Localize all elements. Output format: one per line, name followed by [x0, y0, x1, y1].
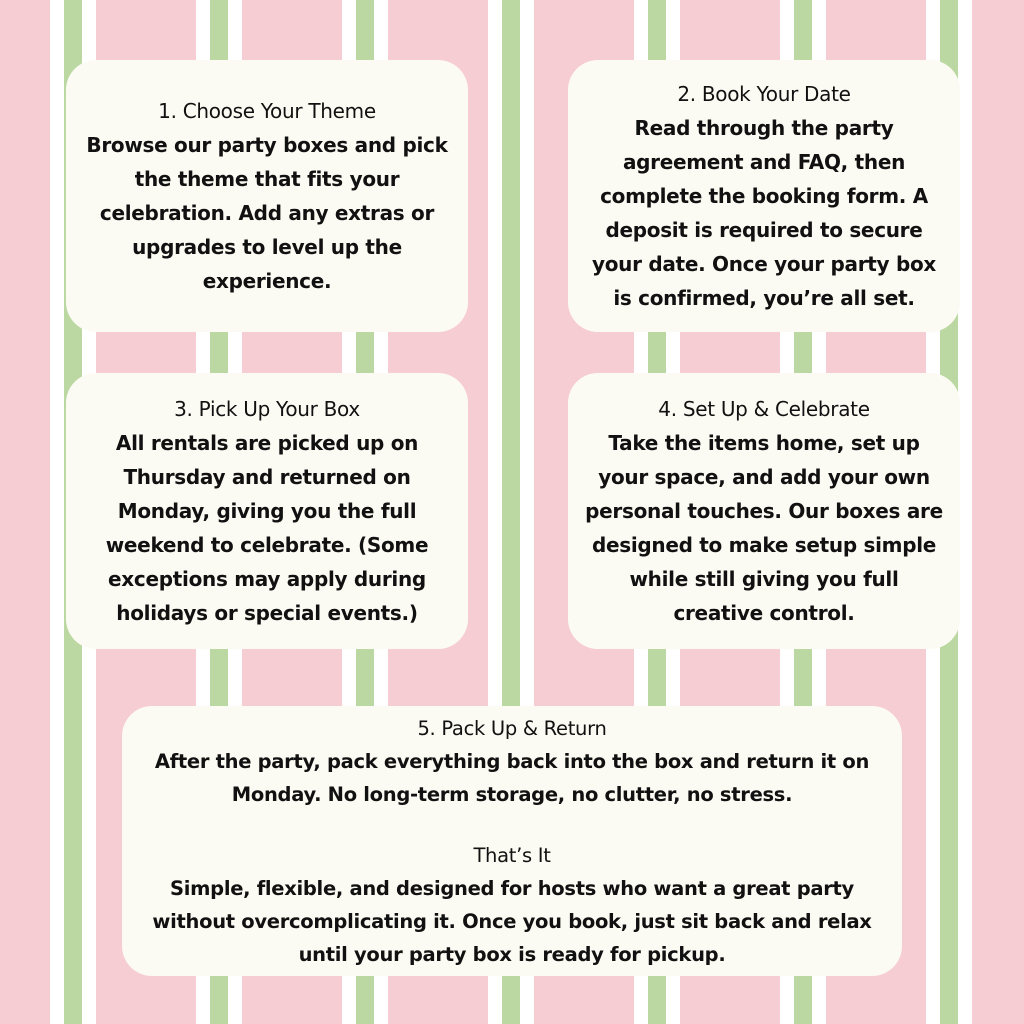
- step-body: After the party, pack everything back into the box and return it on Monday. No long-term storage, no clutter, no stress.: [154, 749, 870, 806]
- step-title: 4. Set Up & Celebrate: [658, 397, 870, 421]
- step-body: Read through the party agreement and FAQ, then complete the booking form. A deposit is required to secure your date. Once your party box is confirmed, you’re all set.: [592, 116, 936, 310]
- step-body: Take the items home, set up your space, and add your own personal touches. Our boxes are designed to make setup simple while still giving you full creative control.: [585, 431, 943, 625]
- closing-body: Simple, flexible, and designed for hosts who want a great party without overcomplicating it. Once you book, just sit back and relax until your party box is ready for pickup.: [152, 876, 872, 966]
- step-title: 3. Pick Up Your Box: [174, 397, 360, 421]
- step-body: All rentals are picked up on Thursday and returned on Monday, giving you the full weekend to celebrate. (Some exceptions may apply during holidays or special events.): [105, 431, 429, 625]
- step-title: 5. Pack Up & Return: [417, 716, 607, 740]
- step-title: 1. Choose Your Theme: [158, 99, 376, 123]
- step-card-book-date: [568, 60, 960, 332]
- step-card-choose-theme: [66, 60, 468, 332]
- step-card-pack-up-return: [122, 706, 902, 976]
- step-title: 2. Book Your Date: [677, 82, 851, 106]
- step-card-pick-up-box: [66, 373, 468, 649]
- step-body: Browse our party boxes and pick the theme that fits your celebration. Add any extras or upgrades to level up the experience.: [86, 133, 448, 293]
- step-card-set-up-celebrate: [568, 373, 960, 649]
- closing-title: That’s It: [473, 843, 551, 867]
